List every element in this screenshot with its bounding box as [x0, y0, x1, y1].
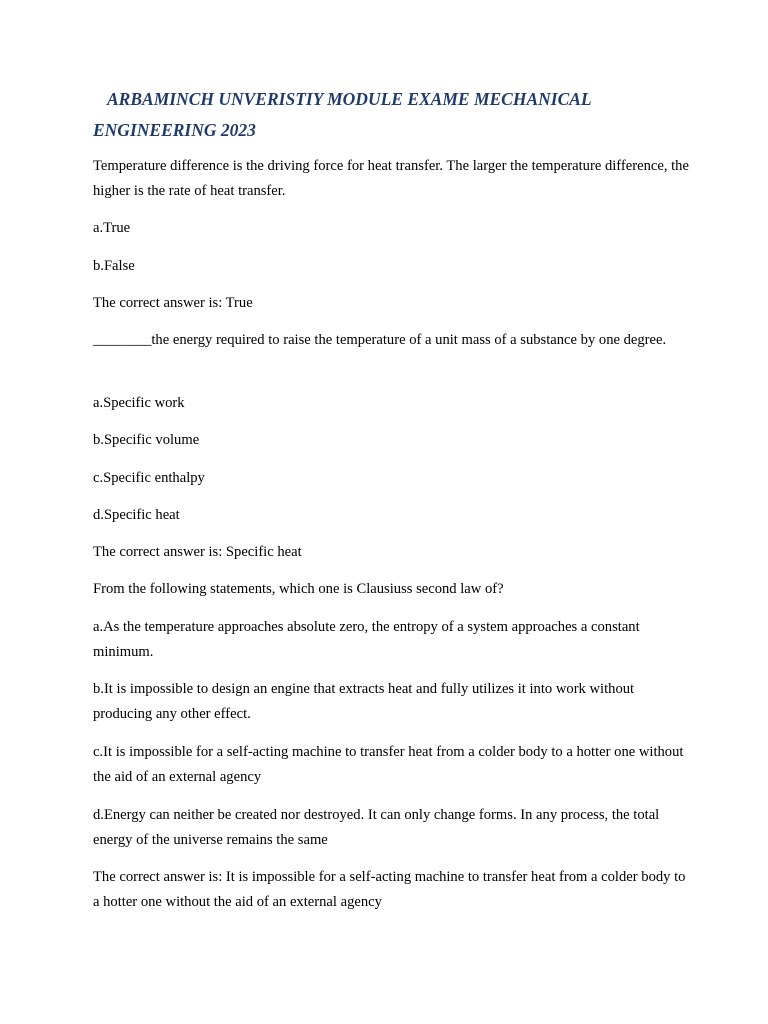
- question-2-option-d: d.Specific heat: [93, 507, 180, 523]
- question-3-text: From the following statements, which one is Clausiuss second law of?: [93, 581, 504, 597]
- question-2-option-a: a.Specific work: [93, 395, 185, 411]
- question-1-option-a: a.True: [93, 220, 131, 236]
- question-3-answer: The correct answer is: It is impossible for a self-acting machine to transfer heat from a colder body to a hotter one without the aid of an external agency: [93, 869, 686, 910]
- question-3-option-a: a.As the temperature approaches absolute zero, the entropy of a system approaches a constant minimum.: [93, 619, 640, 660]
- question-3-option-b: b.It is impossible to design an engine that extracts heat and fully utilizes it into work without producing any other effect.: [93, 681, 635, 722]
- question-1-text: Temperature difference is the driving force for heat transfer. The larger the temperature difference, the higher is the rate of heat transfer.: [93, 158, 689, 199]
- question-1-option-b: b.False: [93, 258, 135, 274]
- question-2-option-c: c.Specific enthalpy: [93, 470, 205, 486]
- document-title: ARBAMINCH UNVERISTIY MODULE EXAME MECHANICAL ENGINEERING 2023: [93, 89, 591, 140]
- question-2-option-b: b.Specific volume: [93, 432, 200, 448]
- question-3-option-c: c.It is impossible for a self-acting machine to transfer heat from a colder body to a hotter one without the aid of an external agency: [93, 744, 684, 785]
- question-1-answer: The correct answer is: True: [93, 295, 253, 311]
- question-3-option-d: d.Energy can neither be created nor destroyed. It can only change forms. In any process, the total energy of the universe remains the same: [93, 807, 660, 848]
- question-2-answer: The correct answer is: Specific heat: [93, 544, 302, 560]
- question-2-text: ________the energy required to raise the temperature of a unit mass of a substance by one degree.: [93, 332, 667, 348]
